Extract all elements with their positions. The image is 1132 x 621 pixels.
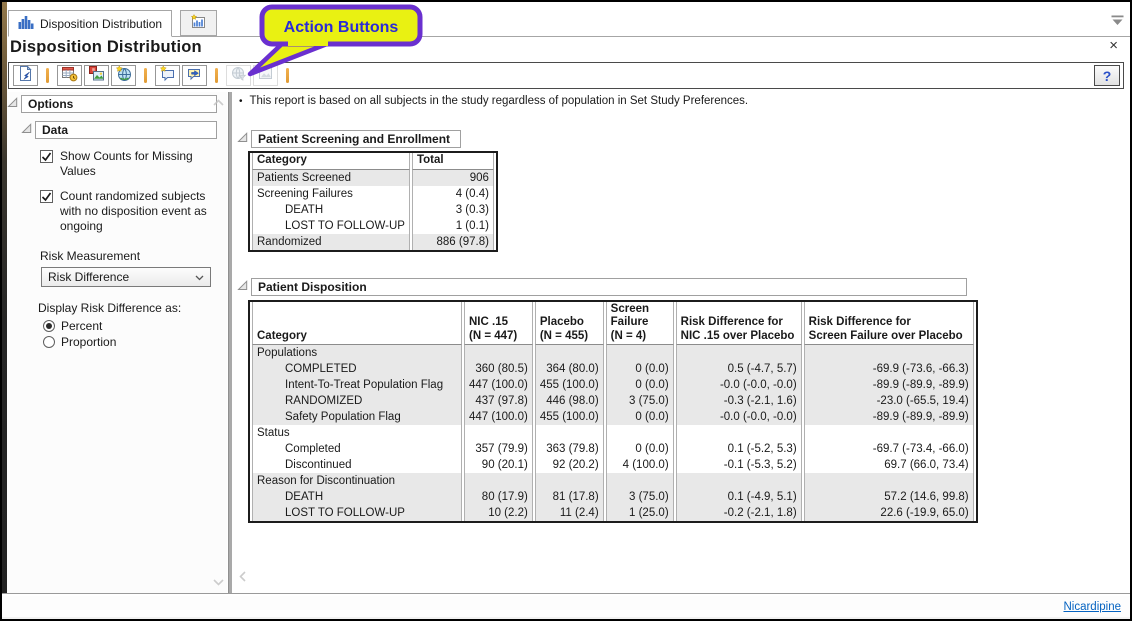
page-title: Disposition Distribution	[10, 38, 202, 56]
chevron-down-icon	[195, 270, 204, 284]
scroll-up-icon[interactable]	[213, 95, 224, 109]
table-row	[252, 202, 494, 218]
disposition-outline	[237, 278, 1130, 296]
value-cell: 447 (100.0)	[464, 377, 533, 393]
status-bar	[2, 593, 1130, 619]
value-cell: -69.7 (-73.4, -66.0)	[804, 441, 974, 457]
new-report-tab-icon	[190, 14, 206, 32]
value-cell	[606, 345, 674, 361]
value-cell: -89.9 (-89.9, -89.9)	[804, 409, 974, 425]
category-cell: COMPLETED	[252, 361, 462, 377]
open-notes-button[interactable]	[182, 65, 207, 86]
report-file-button[interactable]	[13, 65, 38, 86]
value-cell: 0 (0.0)	[606, 377, 674, 393]
category-cell: Status	[252, 425, 462, 441]
checkbox-row	[40, 149, 227, 179]
value-cell	[804, 473, 974, 489]
study-link[interactable]: Nicardipine	[1063, 600, 1121, 613]
value-cell	[676, 425, 802, 441]
category-cell: RANDOMIZED	[252, 393, 462, 409]
report-note	[239, 95, 1130, 109]
value-cell: 0 (0.0)	[606, 441, 674, 457]
category-cell: Reason for Discontinuation	[252, 473, 462, 489]
help-button[interactable]: ?	[1094, 65, 1120, 86]
value-cell: 0.5 (-4.7, 5.7)	[676, 361, 802, 377]
table-row	[252, 425, 974, 441]
value-cell: 0 (0.0)	[606, 409, 674, 425]
value-cell: 437 (97.8)	[464, 393, 533, 409]
value-cell: -89.9 (-89.9, -89.9)	[804, 377, 974, 393]
toolbar-separator	[144, 68, 147, 83]
value-cell: -0.0 (-0.0, -0.0)	[676, 409, 802, 425]
value-cell: 364 (80.0)	[535, 361, 604, 377]
report-file-icon	[17, 65, 34, 87]
category-cell: Intent-To-Treat Population Flag	[252, 377, 462, 393]
table-row	[252, 489, 974, 505]
open-notes-icon	[186, 65, 203, 87]
risk-measurement-select[interactable]	[41, 267, 211, 287]
checkbox-0[interactable]	[40, 150, 53, 163]
data-title[interactable]: Data	[35, 121, 217, 139]
table-row	[252, 393, 974, 409]
risk-measurement-value: Risk Difference	[48, 270, 130, 284]
category-cell: Screening Failures	[252, 186, 410, 202]
value-cell	[464, 473, 533, 489]
table-row	[252, 186, 494, 202]
category-cell: Safety Population Flag	[252, 409, 462, 425]
value-cell: 447 (100.0)	[464, 409, 533, 425]
value-cell: 90 (20.1)	[464, 457, 533, 473]
value-cell: 4 (0.4)	[412, 186, 494, 202]
value-cell: 81 (17.8)	[535, 489, 604, 505]
save-image-icon	[88, 65, 105, 87]
screening-section-title[interactable]: Patient Screening and Enrollment	[251, 130, 461, 148]
column-header: Risk Difference for Screen Failure over Placebo	[804, 302, 974, 346]
value-cell: 11 (2.4)	[535, 505, 604, 521]
action-buttons-callout	[246, 4, 424, 85]
disposition-section-title[interactable]: Patient Disposition	[251, 278, 967, 296]
options-outline	[7, 95, 227, 113]
value-cell: 0.1 (-5.2, 5.3)	[676, 441, 802, 457]
options-sidebar	[7, 92, 227, 593]
checkbox-label: Show Counts for Missing Values	[60, 149, 193, 178]
header-row	[252, 153, 494, 170]
save-image-button[interactable]	[84, 65, 109, 86]
web-filter-icon	[230, 65, 247, 87]
value-cell	[676, 345, 802, 361]
value-cell: 80 (17.9)	[464, 489, 533, 505]
radio-label: Proportion	[61, 335, 117, 349]
column-header: Placebo (N = 455)	[535, 302, 604, 346]
value-cell: 22.6 (-19.9, 65.0)	[804, 505, 974, 521]
value-cell: 1 (0.1)	[412, 218, 494, 234]
category-cell: Randomized	[252, 234, 410, 250]
value-cell: 10 (2.2)	[464, 505, 533, 521]
value-cell: -0.3 (-2.1, 1.6)	[676, 393, 802, 409]
action-toolbar	[8, 62, 1124, 89]
value-cell: -0.1 (-5.3, 5.2)	[676, 457, 802, 473]
category-cell: LOST TO FOLLOW-UP	[252, 218, 410, 234]
disposition-table	[248, 300, 978, 524]
screening-outline	[237, 130, 1130, 148]
column-header: Risk Difference for NIC .15 over Placebo	[676, 302, 802, 346]
value-cell	[464, 345, 533, 361]
risk-measurement-label: Risk Measurement	[40, 249, 141, 263]
table-row	[252, 234, 494, 250]
disclosure-triangle-icon[interactable]	[237, 130, 248, 148]
value-cell: -23.0 (-65.5, 19.4)	[804, 393, 974, 409]
table-row	[252, 409, 974, 425]
value-cell: -0.2 (-2.1, 1.8)	[676, 505, 802, 521]
publish-globe-button[interactable]	[111, 65, 136, 86]
value-cell	[535, 425, 604, 441]
value-cell: 57.2 (14.6, 99.8)	[804, 489, 974, 505]
new-note-button[interactable]	[155, 65, 180, 86]
column-header: Screen Failure (N = 4)	[606, 302, 674, 346]
table-row	[252, 377, 974, 393]
value-cell: 455 (100.0)	[535, 377, 604, 393]
data-outline	[21, 121, 227, 139]
toolbar-separator	[215, 68, 218, 83]
value-cell: 4 (100.0)	[606, 457, 674, 473]
disclosure-triangle-icon[interactable]	[21, 123, 32, 137]
value-cell: 363 (79.8)	[535, 441, 604, 457]
disclosure-triangle-icon[interactable]	[237, 278, 248, 296]
tab-bar	[8, 9, 1130, 37]
value-cell: 1 (25.0)	[606, 505, 674, 521]
radio-row	[43, 335, 227, 349]
table-row	[252, 473, 974, 489]
data-table-button[interactable]	[57, 65, 82, 86]
value-cell	[535, 473, 604, 489]
column-header: Total	[412, 153, 494, 170]
data-table-icon	[61, 65, 78, 87]
scroll-down-icon[interactable]	[213, 575, 224, 589]
value-cell	[535, 345, 604, 361]
disposition-table-mount	[237, 300, 1130, 524]
panel-filter-icon[interactable]	[1111, 13, 1124, 31]
table-row	[252, 345, 974, 361]
table-row	[252, 505, 974, 521]
value-cell: 92 (20.2)	[535, 457, 604, 473]
callout-label: Action Buttons	[283, 19, 399, 36]
table-row	[252, 457, 974, 473]
value-cell: 455 (100.0)	[535, 409, 604, 425]
header-row	[252, 302, 974, 346]
checkbox-label: Count randomized subjects with no disposition event as ongoing	[60, 189, 207, 233]
pane-splitter[interactable]	[228, 92, 232, 593]
value-cell: 3 (0.3)	[412, 202, 494, 218]
value-cell: 357 (79.9)	[464, 441, 533, 457]
close-icon[interactable]: ×	[1109, 37, 1118, 54]
value-cell: -69.9 (-73.6, -66.3)	[804, 361, 974, 377]
scroll-left-icon[interactable]	[239, 569, 246, 587]
value-cell	[464, 425, 533, 441]
category-cell: Completed	[252, 441, 462, 457]
radio-group	[7, 319, 227, 349]
value-cell	[804, 425, 974, 441]
category-cell: DEATH	[252, 489, 462, 505]
publish-globe-icon	[115, 65, 132, 87]
category-cell: Populations	[252, 345, 462, 361]
column-header: NIC .15 (N = 447)	[464, 302, 533, 346]
tab-disposition-distribution[interactable]	[8, 10, 172, 37]
value-cell: 3 (75.0)	[606, 393, 674, 409]
note-text: This report is based on all subjects in the study regardless of population in Set Study Preferences.	[249, 95, 749, 107]
value-cell	[676, 473, 802, 489]
toolbar-separator	[46, 68, 49, 83]
options-title[interactable]: Options	[21, 95, 217, 113]
table-row	[252, 441, 974, 457]
report-pane	[233, 92, 1130, 593]
column-header: Category	[252, 153, 410, 170]
table-row	[252, 170, 494, 186]
radio-percent[interactable]	[43, 320, 55, 332]
category-cell: DEATH	[252, 202, 410, 218]
value-cell: 886 (97.8)	[412, 234, 494, 250]
screening-table	[248, 151, 498, 252]
value-cell: 3 (75.0)	[606, 489, 674, 505]
tab-label: Disposition Distribution	[40, 16, 163, 31]
checkbox-group	[7, 149, 227, 234]
checkbox-1[interactable]	[40, 190, 53, 203]
title-bar	[10, 38, 1122, 61]
value-cell	[606, 473, 674, 489]
value-cell: 0 (0.0)	[606, 361, 674, 377]
value-cell: 69.7 (66.0, 73.4)	[804, 457, 974, 473]
radio-label: Percent	[61, 319, 103, 333]
display-risk-difference-label: Display Risk Difference as:	[38, 301, 182, 315]
value-cell: 906	[412, 170, 494, 186]
value-cell	[804, 345, 974, 361]
checkbox-row	[40, 189, 227, 234]
value-cell: 0.1 (-4.9, 5.1)	[676, 489, 802, 505]
category-cell: LOST TO FOLLOW-UP	[252, 505, 462, 521]
radio-row	[43, 319, 227, 333]
table-row	[252, 361, 974, 377]
category-cell: Discontinued	[252, 457, 462, 473]
bullet: •	[239, 96, 243, 107]
category-cell: Patients Screened	[252, 170, 410, 186]
value-cell: -0.0 (-0.0, -0.0)	[676, 377, 802, 393]
radio-proportion[interactable]	[43, 336, 55, 348]
disclosure-triangle-icon[interactable]	[7, 97, 18, 111]
value-cell	[606, 425, 674, 441]
value-cell: 446 (98.0)	[535, 393, 604, 409]
new-note-icon	[159, 65, 176, 87]
screening-table-mount	[237, 151, 1130, 252]
histogram-icon	[18, 15, 34, 32]
value-cell: 360 (80.5)	[464, 361, 533, 377]
table-row	[252, 218, 494, 234]
tab-new-report[interactable]	[180, 10, 217, 36]
column-header: Category	[252, 302, 462, 346]
